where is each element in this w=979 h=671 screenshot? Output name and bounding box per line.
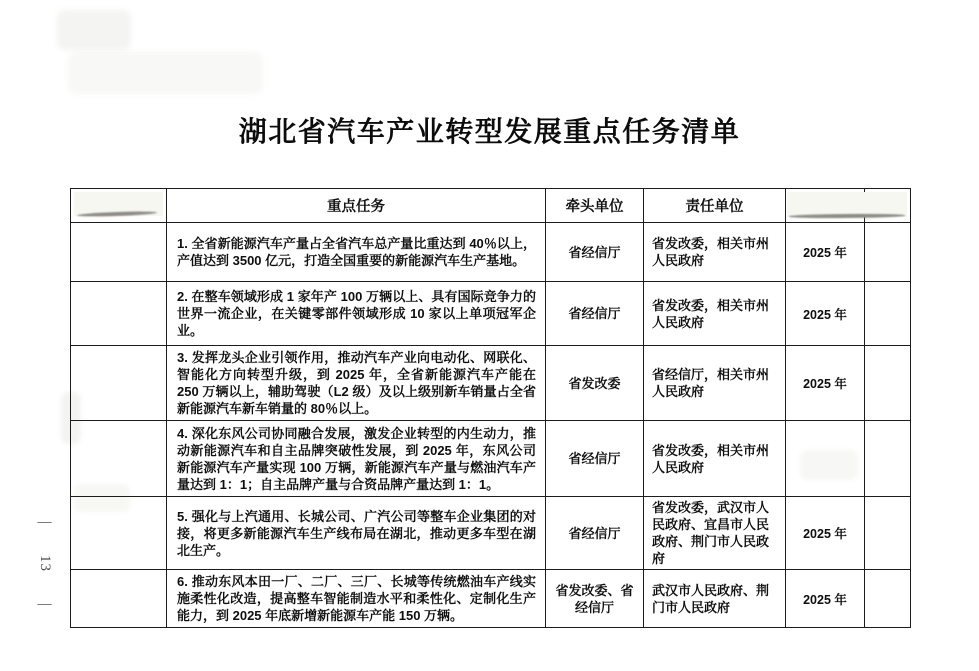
index-cell	[71, 346, 167, 421]
page-number-dash-top: —	[36, 514, 52, 529]
header-lead-unit: 牵头单位	[546, 189, 644, 223]
responsible-unit-cell: 省发改委，武汉市人民政府、宜昌市人民政府、荆门市人民政府	[644, 497, 786, 570]
responsible-unit-cell: 省经信厅，相关市州人民政府	[644, 346, 786, 421]
table-row	[71, 346, 911, 421]
deadline-cell: 2025 年	[786, 282, 865, 346]
index-cell	[71, 570, 167, 628]
task-cell: 4. 深化东风公司协同融合发展，激发企业转型的内生动力，推动新能源汽车和自主品牌突破性发展，到 2025 年，东风公司新能源汽车产量实现 100 万辆，新能源汽车产量与燃油汽车产量达到 1：1；自主品牌产量与合资品牌产量达到 1：1。	[167, 421, 546, 497]
table-row	[71, 282, 911, 346]
index-cell	[71, 421, 167, 497]
page-number-dash-bottom: —	[36, 596, 52, 611]
extra-cell	[865, 497, 911, 570]
header-row	[71, 189, 911, 223]
responsible-unit-cell: 武汉市人民政府、荆门市人民政府	[644, 570, 786, 628]
lead-unit-cell: 省经信厅	[546, 497, 644, 570]
extra-cell	[865, 570, 911, 628]
page-title: 湖北省汽车产业转型发展重点任务清单	[238, 117, 741, 148]
table-row	[71, 223, 911, 282]
page-number	[30, 514, 58, 611]
extra-cell	[865, 223, 911, 282]
task-cell: 2. 在整车领域形成 1 家年产 100 万辆以上、具有国际竞争力的世界一流企业，在关键零部件领域形成 10 家以上单项冠军企业。	[167, 282, 546, 346]
lead-unit-cell: 省发改委	[546, 346, 644, 421]
deadline-cell: 2025 年	[786, 497, 865, 570]
header-deadline-blank	[786, 189, 865, 223]
header-responsible-unit: 责任单位	[644, 189, 786, 223]
extra-cell	[865, 282, 911, 346]
responsible-unit-cell: 省发改委，相关市州人民政府	[644, 282, 786, 346]
page-number-value: 13	[36, 554, 53, 572]
header-index-blank	[71, 189, 167, 223]
deadline-cell: 2025 年	[786, 223, 865, 282]
task-cell: 3. 发挥龙头企业引领作用，推动汽车产业向电动化、网联化、智能化方向转型升级，到 2025 年，全省新能源汽车产能在 250 万辆以上，辅助驾驶（L2 级）及以上级别新车销量占全省新能源汽车新车销量的 80％以上。	[167, 346, 546, 421]
extra-cell	[865, 421, 911, 497]
lead-unit-cell: 省经信厅	[546, 223, 644, 282]
deadline-cell: 2025 年	[786, 346, 865, 421]
scan-smudge	[68, 52, 263, 94]
deadline-cell: 2025 年	[786, 570, 865, 628]
table-row	[71, 421, 911, 497]
lead-unit-cell: 省发改委、省经信厅	[546, 570, 644, 628]
lead-unit-cell: 省经信厅	[546, 282, 644, 346]
table-row	[71, 570, 911, 628]
scan-smudge	[57, 10, 131, 50]
responsible-unit-cell: 省发改委，相关市州人民政府	[644, 421, 786, 497]
header-task: 重点任务	[167, 189, 546, 223]
index-cell	[71, 282, 167, 346]
header-extra-blank	[865, 189, 911, 223]
lead-unit-cell: 省经信厅	[546, 421, 644, 497]
task-table	[70, 188, 911, 628]
deadline-cell	[786, 421, 865, 497]
index-cell	[71, 223, 167, 282]
index-cell	[71, 497, 167, 570]
task-cell: 5. 强化与上汽通用、长城公司、广汽公司等整车企业集团的对接，将更多新能源汽车生产线布局在湖北，推动更多车型在湖北生产。	[167, 497, 546, 570]
task-cell: 1. 全省新能源汽车产量占全省汽车总产量比重达到 40％以上，产值达到 3500 亿元，打造全国重要的新能源汽车生产基地。	[167, 223, 546, 282]
extra-cell	[865, 346, 911, 421]
responsible-unit-cell: 省发改委，相关市州人民政府	[644, 223, 786, 282]
table-row	[71, 497, 911, 570]
task-cell: 6. 推动东风本田一厂、二厂、三厂、长城等传统燃油车产线实施柔性化改造，提高整车智能制造水平和柔性化、定制化生产能力，到 2025 年底新增新能源车产能 150 万辆。	[167, 570, 546, 628]
